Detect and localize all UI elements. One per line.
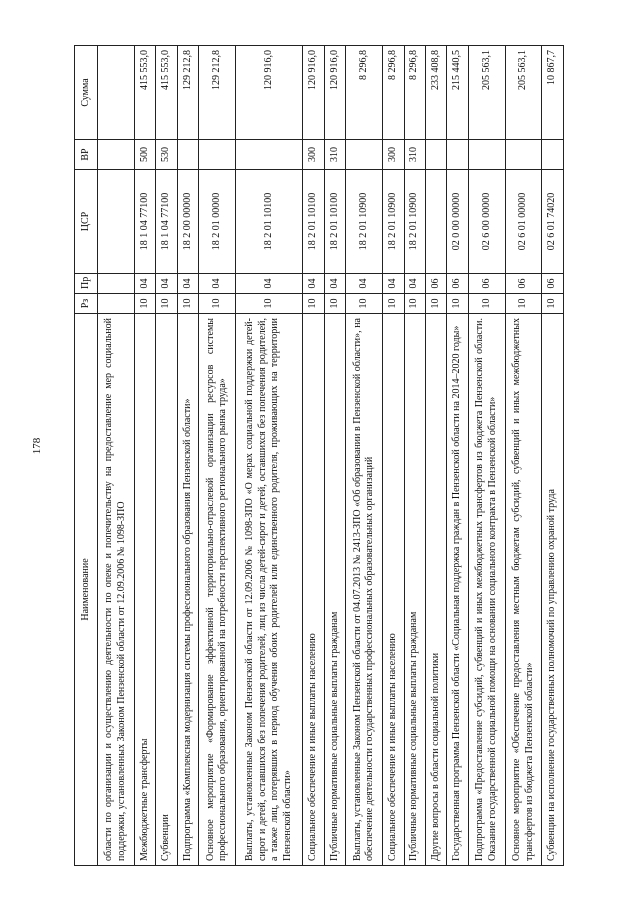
row-name: Выплаты, установленные Законом Пензенской области от 12.09.2006 № 1098-ЗПО «О мерах социальной поддержки детей-сирот и детей, оставшихся без попечения родителей, лиц из числа детей-сирот и детей, оставшихся без попечения родителей, а также лиц, потерявших в период обучения обоих родителей или единственного родителя, проживающих на территории Пензенской области» [235,314,302,866]
table-row [303,46,324,866]
row-csr: 18 2 01 10900 [346,170,383,274]
row-rz: 10 [425,294,446,314]
row-csr: 18 2 01 10900 [383,170,404,274]
row-name: Основное мероприятие «Обеспечение предоставления местным бюджетам субсидий, субвенций и иных межбюджетных трансфертов из бюджета Пензенской области» [505,314,542,866]
row-vr: 300 [303,140,324,170]
row-name: Социальное обеспечение и иные выплаты населению [383,314,404,866]
row-rz: 10 [404,294,425,314]
table-row [447,46,468,866]
row-rz: 10 [199,294,236,314]
row-vr [505,140,542,170]
row-rz: 10 [346,294,383,314]
header-name: Наименование [75,314,98,866]
row-rz: 10 [383,294,404,314]
row-rz: 10 [447,294,468,314]
row-csr [425,170,446,274]
row-csr: 18 2 01 00000 [199,170,236,274]
row-vr [447,140,468,170]
row-vr [346,140,383,170]
row-sum: 129 212,8 [177,46,198,140]
row-pr: 04 [235,274,302,294]
table-row [134,46,155,866]
row-rz: 10 [235,294,302,314]
row-csr: 02 6 00 00000 [468,170,505,274]
header-csr: ЦСР [75,170,98,274]
row-name: Основное мероприятие «Формирование эффективной территориально-отраслевой организации ресурсов системы профессионального образования, ориентированной на потребности перспективного регионального рынка труда» [199,314,236,866]
row-sum: 129 212,8 [199,46,236,140]
row-pr: 04 [134,274,155,294]
row-sum: 415 553,0 [134,46,155,140]
page-number: 178 [31,437,43,455]
row-csr: 18 2 01 10100 [324,170,345,274]
table-row [468,46,505,866]
row-vr [468,140,505,170]
row-pr: 04 [156,274,177,294]
row-name: Подпрограмма «Комплексная модернизация системы профессионального образования Пензенской области» [177,314,198,866]
row-vr: 310 [404,140,425,170]
row-rz: 10 [156,294,177,314]
header-pr: Пр [75,274,98,294]
row-pr: 04 [404,274,425,294]
table-row [98,46,135,866]
row-sum: 10 867,7 [542,46,564,140]
row-pr: 04 [303,274,324,294]
row-csr: 18 2 00 00000 [177,170,198,274]
table-row [156,46,177,866]
row-vr: 500 [134,140,155,170]
row-sum: 205 563,1 [468,46,505,140]
row-csr: 02 0 00 00000 [447,170,468,274]
row-vr: 310 [324,140,345,170]
row-name: Межбюджетные трансферты [134,314,155,866]
row-vr [425,140,446,170]
table-body [98,46,564,866]
table-row [383,46,404,866]
row-name: области по организации и осуществлению деятельности по опеке и попечительству на предоставление мер социальной поддержки, установленных Законом Пензенской области от 12.09.2006 № 1098-ЗПО [98,314,135,866]
table-row [177,46,198,866]
row-csr [98,170,135,274]
row-csr: 18 2 01 10900 [404,170,425,274]
row-pr [98,274,135,294]
row-name: Социальное обеспечение и иные выплаты населению [303,314,324,866]
table-header-row [75,46,98,866]
row-rz: 10 [505,294,542,314]
header-rz: Рз [75,294,98,314]
row-sum: 215 440,5 [447,46,468,140]
row-csr: 18 2 01 10100 [235,170,302,274]
budget-table [74,45,564,866]
row-sum: 8 296,8 [346,46,383,140]
row-pr: 06 [425,274,446,294]
row-name: Субвенции [156,314,177,866]
row-vr [235,140,302,170]
rotated-table-wrapper [74,46,564,866]
table-row [324,46,345,866]
header-sum: Сумма [75,46,98,140]
header-vr: ВР [75,140,98,170]
row-pr: 04 [324,274,345,294]
row-sum: 205 563,1 [505,46,542,140]
table-row [235,46,302,866]
row-sum [98,46,135,140]
row-csr: 18 2 01 10100 [303,170,324,274]
row-pr: 06 [447,274,468,294]
row-csr: 02 6 01 00000 [505,170,542,274]
row-vr [98,140,135,170]
row-pr: 04 [383,274,404,294]
row-sum: 415 553,0 [156,46,177,140]
row-vr: 530 [156,140,177,170]
row-name: Субвенции на исполнение государственных полномочий по управлению охраной труда [542,314,564,866]
row-sum: 120 916,0 [303,46,324,140]
row-rz: 10 [468,294,505,314]
row-rz: 10 [177,294,198,314]
table-row [199,46,236,866]
row-rz: 10 [324,294,345,314]
row-rz: 10 [134,294,155,314]
table-row [425,46,446,866]
row-vr [199,140,236,170]
row-sum: 8 296,8 [404,46,425,140]
row-csr: 18 1 04 77100 [134,170,155,274]
row-sum: 233 408,8 [425,46,446,140]
table-row [346,46,383,866]
row-sum: 8 296,8 [383,46,404,140]
table-row [404,46,425,866]
row-name: Публичные нормативные социальные выплаты гражданам [324,314,345,866]
row-csr: 02 6 01 74020 [542,170,564,274]
row-rz [98,294,135,314]
row-name: Подпрограмма «Предоставление субсидий, субвенций и иных межбюджетных трансфертов из бюджета Пензенской области. Оказание государственной социальной помощи на основании социального контракта в Пензенской области» [468,314,505,866]
row-vr [542,140,564,170]
row-csr: 18 1 04 77100 [156,170,177,274]
row-rz: 10 [542,294,564,314]
row-name: Другие вопросы в области социальной политики [425,314,446,866]
row-pr: 06 [505,274,542,294]
row-name: Выплаты, установленные Законом Пензенской области от 04.07.2013 № 2413-ЗПО «Об образовании в Пензенской области», на обеспечение деятельности государственных профессиональных образовательных организаций [346,314,383,866]
row-pr: 04 [199,274,236,294]
row-name: Государственная программа Пензенской области «Социальная поддержка граждан в Пензенской области на 2014–2020 годы» [447,314,468,866]
row-pr: 04 [177,274,198,294]
row-rz: 10 [303,294,324,314]
table-row [542,46,564,866]
row-name: Публичные нормативные социальные выплаты гражданам [404,314,425,866]
row-pr: 06 [468,274,505,294]
row-pr: 04 [346,274,383,294]
table-row [505,46,542,866]
row-sum: 120 916,0 [324,46,345,140]
row-vr: 300 [383,140,404,170]
row-sum: 120 916,0 [235,46,302,140]
row-pr: 06 [542,274,564,294]
row-vr [177,140,198,170]
